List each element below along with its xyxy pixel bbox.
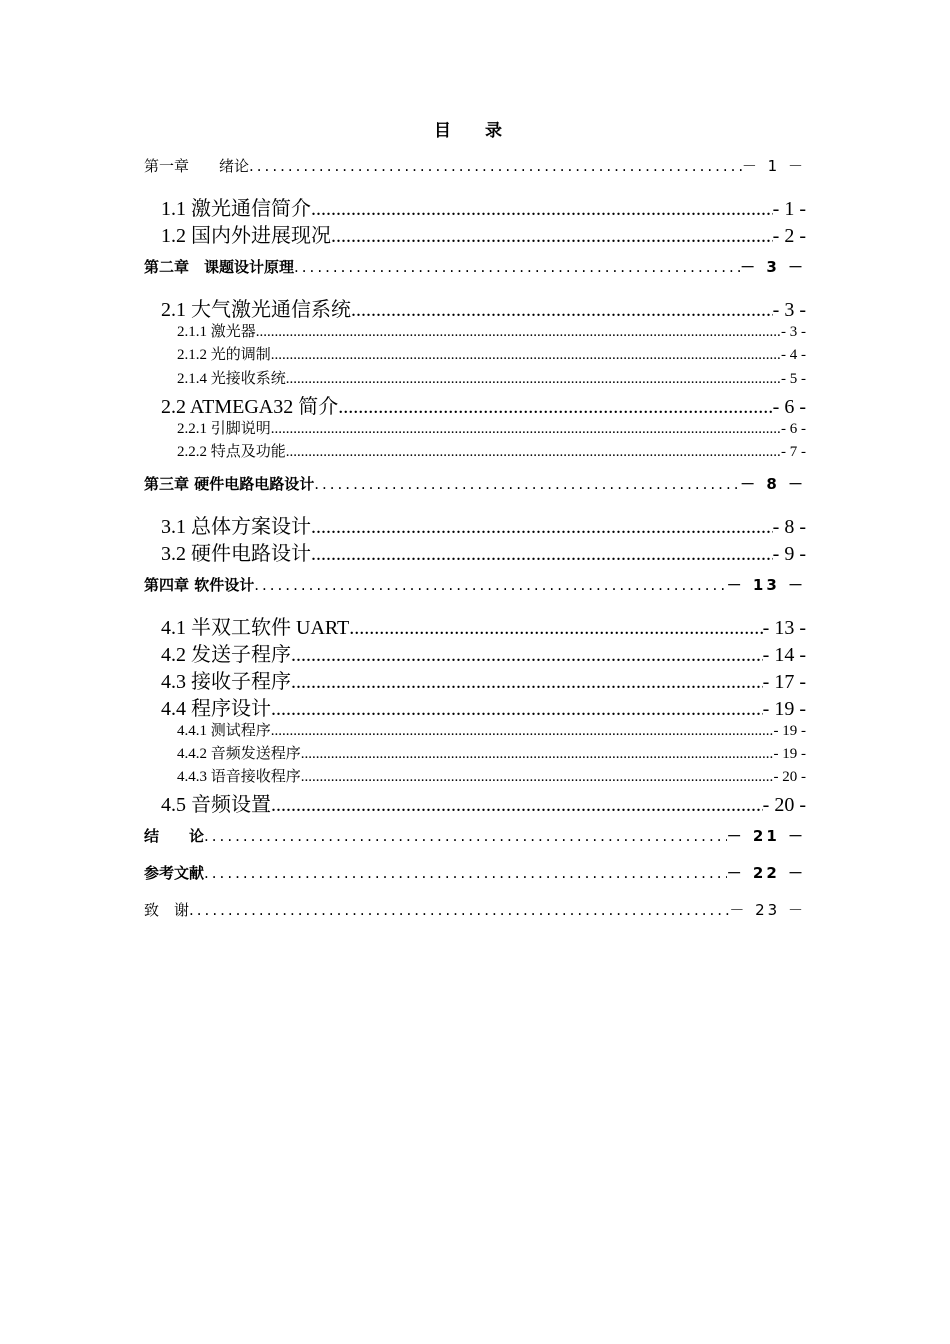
toc-entry-1-2[interactable] — [161, 219, 806, 248]
toc-entry-4-4-1[interactable] — [177, 719, 806, 740]
toc-entry-3-1[interactable] — [161, 510, 806, 539]
toc-entry-page: - 6 - — [772, 396, 806, 418]
toc-entry-label: 4.3 接收子程序 — [161, 671, 291, 693]
toc-entry-page: - 17 - — [762, 671, 806, 693]
toc-entry-page: - 7 - — [781, 444, 806, 460]
toc-leader-dots — [311, 516, 773, 539]
toc-entry-2-1-1[interactable] — [177, 320, 806, 341]
toc-entry-page: - 8 - — [772, 516, 806, 538]
toc-entry-label: 4.1 半双工软件 UART — [161, 617, 350, 639]
toc-entry-label: 2.1.4 光接收系统 — [177, 371, 286, 387]
toc-entry-label: 2.1 大气激光通信系统 — [161, 299, 351, 321]
toc-leader-dots — [351, 299, 773, 322]
toc-entry-label: 1.2 国内外进展现况 — [161, 225, 331, 247]
toc-entry-acknowledgements[interactable] — [144, 899, 806, 920]
toc-leader-dots — [271, 794, 763, 817]
toc-entry-page: - 4 - — [781, 347, 806, 363]
toc-entry-label: 4.4 程序设计 — [161, 698, 271, 720]
toc-entry-2-2-2[interactable] — [177, 440, 806, 461]
toc-leader-dots — [204, 827, 727, 845]
toc-leader-dots — [286, 371, 781, 388]
toc-entry-page: － 13 － — [726, 576, 806, 594]
toc-entry-4-4-3[interactable] — [177, 765, 806, 786]
toc-leader-dots — [271, 723, 774, 740]
toc-entry-label: 2.1.2 光的调制 — [177, 347, 271, 363]
toc-entry-chapter-3[interactable] — [144, 473, 806, 494]
toc-entry-4-2[interactable] — [161, 638, 806, 667]
toc-entry-label: 第三章 硬件电路电路设计 — [144, 475, 315, 493]
toc-entry-label: 4.4.3 语音接收程序 — [177, 769, 301, 785]
toc-entry-label: 3.1 总体方案设计 — [161, 516, 311, 538]
toc-leader-dots — [249, 157, 742, 175]
toc-entry-page: - 19 - — [762, 698, 806, 720]
toc-entry-label: 4.2 发送子程序 — [161, 644, 291, 666]
toc-entry-chapter-2[interactable] — [144, 256, 806, 277]
toc-title: 目 录 — [434, 121, 516, 141]
toc-entry-page: - 6 - — [781, 421, 806, 437]
toc-entry-label: 4.5 音频设置 — [161, 794, 271, 816]
toc-leader-dots — [301, 746, 774, 763]
toc-leader-dots — [294, 258, 740, 276]
toc-entry-page: － 21 － — [726, 827, 806, 845]
toc-entry-1-1[interactable] — [161, 192, 806, 221]
toc-entry-conclusion[interactable] — [144, 825, 806, 846]
toc-entry-2-1[interactable] — [161, 293, 806, 322]
toc-leader-dots — [291, 671, 763, 694]
toc-entry-page: - 3 - — [772, 299, 806, 321]
toc-entry-chapter-1[interactable] — [144, 155, 806, 176]
toc-leader-dots — [189, 901, 729, 919]
toc-entry-references[interactable] — [144, 862, 806, 883]
toc-entry-label: 1.1 激光通信简介 — [161, 198, 311, 220]
toc-entry-label: 致 谢 — [144, 901, 190, 919]
toc-entry-2-2[interactable] — [161, 390, 806, 419]
toc-entry-label: 3.2 硬件电路设计 — [161, 543, 311, 565]
toc-entry-label: 第一章 绪论 — [144, 157, 250, 175]
toc-entry-page: - 5 - — [781, 371, 806, 387]
toc-entry-page: - 14 - — [762, 644, 806, 666]
toc-entry-label: 参考文献 — [144, 864, 205, 882]
toc-entry-label: 第二章 课题设计原理 — [144, 258, 295, 276]
toc-entry-page: － 8 － — [740, 475, 806, 493]
toc-entry-page: - 2 - — [772, 225, 806, 247]
toc-entry-chapter-4[interactable] — [144, 574, 806, 595]
toc-leader-dots — [291, 644, 763, 667]
toc-entry-page: - 20 - — [773, 769, 806, 785]
toc-entry-label: 4.4.2 音频发送程序 — [177, 746, 301, 762]
toc-leader-dots — [254, 576, 726, 594]
toc-entry-page: － 3 － — [740, 258, 806, 276]
toc-entry-page: - 3 - — [781, 324, 806, 340]
toc-leader-dots — [204, 864, 727, 882]
toc-leader-dots — [349, 617, 762, 640]
toc-entry-page: － 1 － — [741, 157, 806, 175]
toc-entry-4-3[interactable] — [161, 665, 806, 694]
toc-entry-page: - 19 - — [773, 723, 806, 739]
toc-entry-label: 2.1.1 激光器 — [177, 324, 256, 340]
toc-leader-dots — [314, 475, 740, 493]
toc-entry-label: 4.4.1 测试程序 — [177, 723, 271, 739]
toc-leader-dots — [311, 543, 773, 566]
toc-entry-label: 2.2.2 特点及功能 — [177, 444, 286, 460]
toc-entry-4-4-2[interactable] — [177, 742, 806, 763]
toc-leader-dots — [271, 347, 781, 364]
toc-leader-dots — [331, 225, 773, 248]
toc-entry-label: 2.2.1 引脚说明 — [177, 421, 271, 437]
toc-entry-3-2[interactable] — [161, 537, 806, 566]
toc-entry-label: 第四章 软件设计 — [144, 576, 255, 594]
toc-leader-dots — [286, 444, 781, 461]
toc-entry-4-1[interactable] — [161, 611, 806, 640]
toc-entry-page: - 20 - — [762, 794, 806, 816]
toc-leader-dots — [256, 324, 781, 341]
toc-leader-dots — [271, 421, 781, 438]
toc-entry-page: － 22 － — [726, 864, 806, 882]
toc-leader-dots — [311, 198, 773, 221]
toc-entry-page: - 9 - — [772, 543, 806, 565]
toc-leader-dots — [301, 769, 774, 786]
toc-entry-label: 结 论 — [144, 827, 205, 845]
toc-leader-dots — [271, 698, 763, 721]
toc-entry-4-4[interactable] — [161, 692, 806, 721]
toc-entry-page: - 1 - — [772, 198, 806, 220]
toc-entry-page: - 19 - — [773, 746, 806, 762]
toc-entry-label: 2.2 ATMEGA32 简介 — [161, 396, 339, 418]
toc-entry-2-1-2[interactable] — [177, 343, 806, 364]
toc-entry-page: - 13 - — [762, 617, 806, 639]
toc-leader-dots — [338, 396, 772, 419]
toc-entry-2-2-1[interactable] — [177, 417, 806, 438]
toc-entry-page: － 23 － — [729, 901, 806, 919]
toc-entry-4-5[interactable] — [161, 788, 806, 817]
toc-entry-2-1-4[interactable] — [177, 367, 806, 388]
